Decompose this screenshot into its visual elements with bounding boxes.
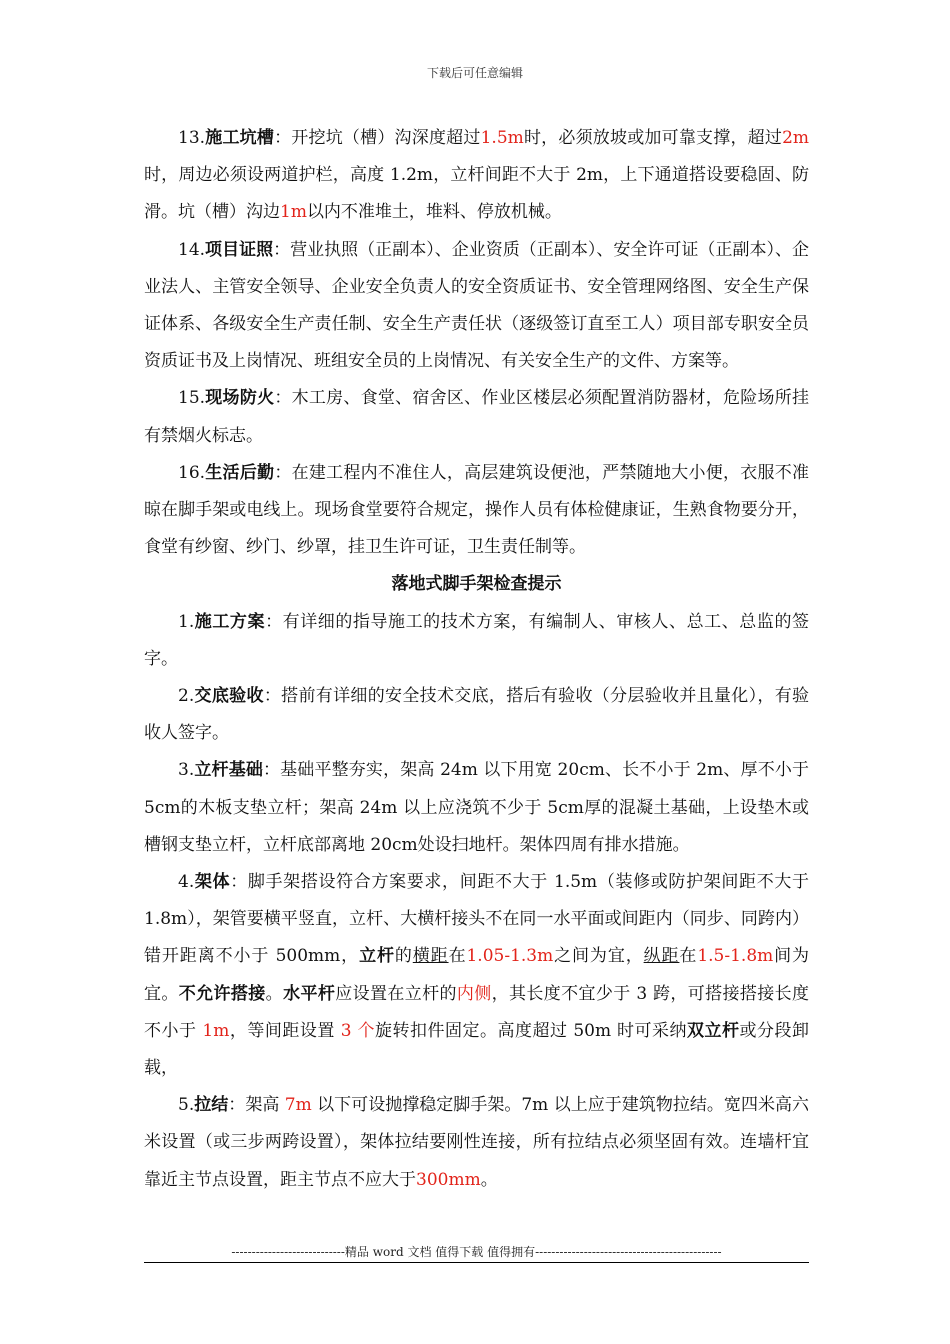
paragraph xyxy=(144,232,809,381)
highlighted-value: 2m xyxy=(782,128,810,148)
bold-term: 水平杆 xyxy=(283,983,336,1004)
footer-rule xyxy=(144,1262,809,1263)
highlighted-value: 1.5m xyxy=(480,128,524,148)
paragraph xyxy=(144,120,809,232)
highlighted-value: 300mm xyxy=(416,1169,481,1190)
text-run: ：搭前有详细的安全技术交底，搭后有验收（分层验收并且量化），有验收人签字。 xyxy=(144,686,810,744)
text-run: 4. xyxy=(178,872,195,893)
text-run: ：脚手架搭设符合方案要求，间距不大于 1.5m（装修或防护架间距不大于 1.8m），架管要横平竖直，立杆、大横杆接头不在同一水平面或间距内（同步、同跨内）错开距离不小于 500mm， xyxy=(144,872,810,967)
text-run: 在 xyxy=(679,946,698,967)
text-run: ：在建工程内不准住人，高层建筑设便池，严禁随地大小便，衣服不准晾在脚手架或电线上。现场食堂要符合规定，操作人员有体检健康证，生熟食物要分开，食堂有纱窗、纱门、纱罩，挂卫生许可证，卫生责任制等。 xyxy=(144,462,810,558)
text-run: 间为宜。 xyxy=(144,946,810,1004)
bold-term: 生活后勤 xyxy=(205,462,275,483)
text-run: 时，周边必须设两道护栏，高度 1.2m，立杆间距不大于 2m，上下通道搭设要稳固、防滑。坑（槽）沟边 xyxy=(144,165,809,223)
bold-term: 项目证照 xyxy=(205,239,274,260)
document-body xyxy=(144,120,809,1199)
text-run: 14. xyxy=(178,239,206,260)
bold-term: 双立杆 xyxy=(687,1020,740,1041)
bold-term: 交底验收 xyxy=(194,686,264,707)
text-run: 时，必须放坡或加可靠支撑，超过 xyxy=(523,128,783,148)
highlighted-value: 7m xyxy=(284,1095,312,1116)
text-run: 旋转扣件固定。高度超过 50m 时可采纳 xyxy=(374,1020,688,1041)
bold-term: 不允许搭接 xyxy=(178,983,266,1004)
page-footer-note: ----------------------------精品 word 文档 值得下载 值得拥有---------------------------------------------- xyxy=(231,1245,722,1259)
bold-term: 立杆 xyxy=(359,946,395,967)
text-run: ：有详细的指导施工的技术方案，有编制人、审核人、总工、总监的签字。 xyxy=(144,611,810,669)
section-title: 落地式脚手架检查提示 xyxy=(391,574,562,595)
paragraph xyxy=(144,1087,809,1199)
highlighted-value: 1m xyxy=(280,202,307,223)
text-run: 在 xyxy=(448,946,467,967)
paragraph xyxy=(144,604,809,678)
bold-term: 施工方案 xyxy=(194,611,266,632)
text-run: ：架高 xyxy=(228,1095,285,1116)
paragraph xyxy=(144,380,809,454)
text-run: 5. xyxy=(178,1095,195,1116)
text-run: 。 xyxy=(480,1169,498,1190)
text-run: 13. xyxy=(178,128,206,148)
text-run: 1. xyxy=(178,611,195,632)
text-run: 。 xyxy=(265,983,284,1004)
text-run: 以下可设抛撑稳定脚手架。7m 以上应于建筑物拉结。宽四米高六米设置（或三步两跨设置），架体拉结要刚性连接，所有拉结点必须坚固有效。连墙杆宜靠近主节点设置，距主节点不应大于 xyxy=(144,1095,809,1190)
text-run: ：木工房、食堂、宿舍区、作业区楼层必须配置消防器材，危险场所挂有禁烟火标志。 xyxy=(144,388,810,446)
text-run: 2. xyxy=(178,686,195,707)
text-run: 15. xyxy=(178,388,206,409)
paragraph xyxy=(144,455,809,567)
bold-term: 架体 xyxy=(194,872,231,893)
underlined-term: 纵距 xyxy=(643,946,680,967)
paragraph xyxy=(144,864,809,1087)
text-run: 的 xyxy=(394,946,413,967)
highlighted-value: 3 个 xyxy=(340,1020,375,1041)
text-run: 以内不准堆土，堆料、停放机械。 xyxy=(306,202,562,223)
underlined-term: 横距 xyxy=(412,946,449,967)
text-run: 之间为宜， xyxy=(553,946,644,967)
page-header-note: 下载后可任意编辑 xyxy=(426,66,523,80)
text-run: ：营业执照（正副本）、企业资质（正副本）、安全许可证（正副本）、企业法人、主管安全领导、企业安全负责人的安全资质证书、安全管理网络图、安全生产保证体系、各级安全生产责任制、安全生产责任状（逐级签订直至工人）项目部专职安全员资质证书及上岗情况、班组安全员的上岗情况、有关安全生产的文件、方案等。 xyxy=(144,239,809,372)
text-run: ，等间距设置 xyxy=(229,1020,341,1041)
bold-term: 立杆基础 xyxy=(194,760,263,781)
text-run: 应设置在立杆的 xyxy=(335,983,457,1004)
highlighted-value: 1m xyxy=(202,1020,230,1041)
text-run: ，其长度不宜少于 3 跨，可搭接搭接长度不小于 xyxy=(144,983,810,1041)
text-run: 3. xyxy=(178,760,195,781)
highlighted-value: 1.5-1.8m xyxy=(697,946,774,967)
bold-term: 现场防火 xyxy=(205,388,275,409)
text-run: 16. xyxy=(178,462,206,483)
text-run: ：开挖坑（槽）沟深度超过 xyxy=(274,128,481,148)
paragraph xyxy=(144,678,809,752)
text-run: 或分段卸载， xyxy=(144,1020,810,1079)
bold-term: 施工坑槽 xyxy=(205,128,275,148)
highlighted-value: 1.05-1.3m xyxy=(466,946,554,967)
text-run: ：基础平整夯实，架高 24m 以下用宽 20cm、长不小于 2m、厚不小于 5cm的木板支垫立杆；架高 24m 以上应浇筑不少于 5cm厚的混凝土基础，上设垫木或槽钢支垫立杆，立杆底部离地 20cm处设扫地杆。架体四周有排水措施。 xyxy=(144,760,809,855)
paragraph xyxy=(144,752,809,864)
highlighted-value: 内侧 xyxy=(456,983,492,1004)
bold-term: 拉结 xyxy=(194,1095,229,1116)
